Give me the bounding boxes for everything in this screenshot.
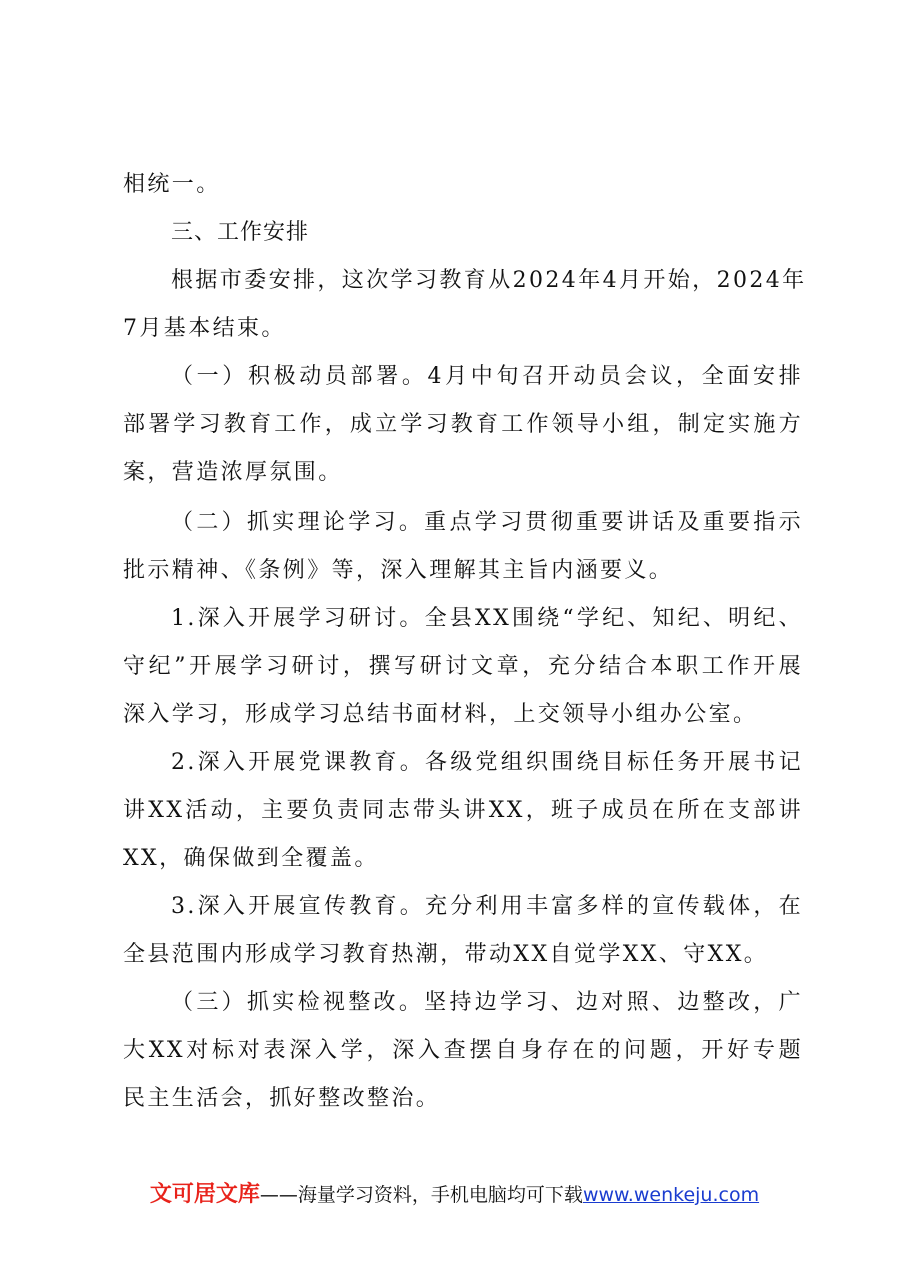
footer-slogan: ——海量学习资料，手机电脑均可下载 bbox=[259, 1184, 583, 1206]
text-line: 案，营造浓厚氛围。 bbox=[123, 460, 343, 485]
text-line: （三）抓实检视整改。坚持边学习、边对照、边整改，广 bbox=[171, 990, 803, 1015]
text-line: 全县范围内形成学习教育热潮，带动XX自觉学XX、守XX。 bbox=[123, 942, 769, 967]
text-line: （一）积极动员部署。4月中旬召开动员会议，全面安排 bbox=[171, 364, 803, 389]
text-line: XX，确保做到全覆盖。 bbox=[123, 846, 379, 871]
brand-name: 文可居文库 bbox=[149, 1182, 260, 1207]
section-heading: 三、工作安排 bbox=[171, 220, 310, 245]
text-line: 守纪”开展学习研讨，撰写研讨文章，充分结合本职工作开展 bbox=[123, 654, 803, 679]
text-line: 相统一。 bbox=[123, 172, 221, 197]
website-link[interactable]: www.wenkeju.com bbox=[582, 1184, 760, 1206]
text-line: 批示精神、《条例》等，深入理解其主旨内涵要义。 bbox=[123, 558, 674, 583]
text-line: 2.深入开展党课教育。各级党组织围绕目标任务开展书记 bbox=[171, 750, 803, 775]
text-line: 部署学习教育工作，成立学习教育工作领导小组，制定实施方 bbox=[123, 412, 803, 437]
text-line: 深入学习，形成学习总结书面材料，上交领导小组办公室。 bbox=[123, 702, 758, 727]
text-line: 1.深入开展学习研讨。全县XX围绕“学纪、知纪、明纪、 bbox=[171, 606, 803, 631]
text-line: 讲XX活动，主要负责同志带头讲XX，班子成员在所在支部讲 bbox=[123, 798, 803, 823]
text-line: （二）抓实理论学习。重点学习贯彻重要讲话及重要指示 bbox=[171, 510, 803, 535]
text-line: 3.深入开展宣传教育。充分利用丰富多样的宣传载体，在 bbox=[171, 894, 803, 919]
text-line: 大XX对标对表深入学，深入查摆自身存在的问题，开好专题 bbox=[123, 1038, 803, 1063]
text-line: 根据市委安排，这次学习教育从2024年4月开始，2024年 bbox=[171, 268, 807, 293]
text-line: 7月基本结束。 bbox=[123, 316, 286, 341]
footer-banner bbox=[0, 1180, 909, 1210]
text-line: 民主生活会，抓好整改整治。 bbox=[123, 1086, 441, 1111]
